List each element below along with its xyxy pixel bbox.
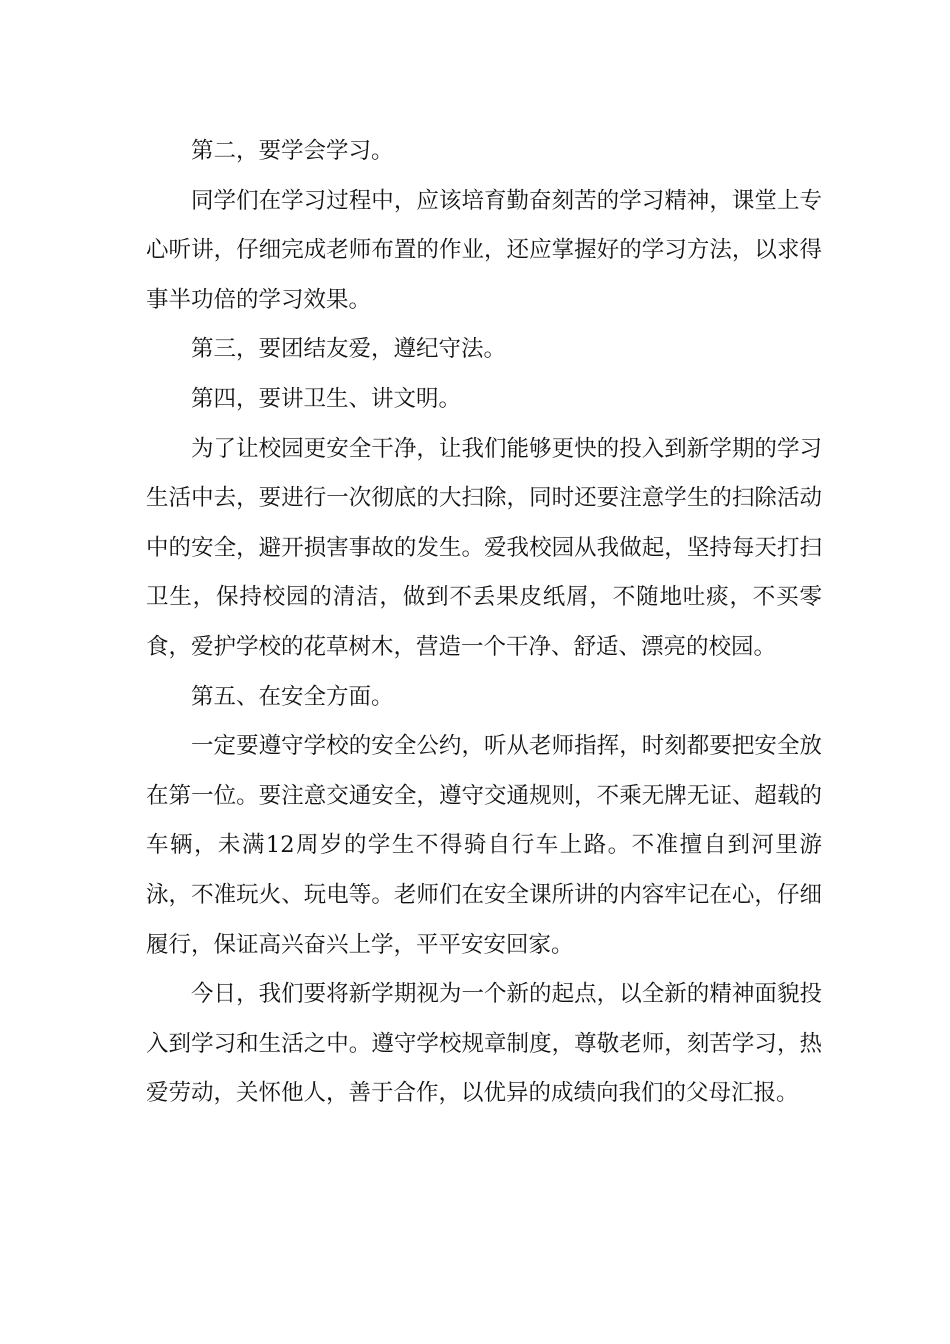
paragraph-heading-2: 第二，要学会学习。 [191,138,394,164]
paragraph-safety: 一定要遵守学校的安全公约，听从老师指挥，时刻都要把安全放在第一位。要注意交通安全，遵守交通规则，不乘无牌无证、超载的车辆，未满12周岁的学生不得骑自行车上路。不准擅自到河里游泳，不准玩火、玩电等。老师们在安全课所讲的内容牢记在心，仔细履行，保证高兴奋兴上学，平平安安回家。 [146,733,822,958]
paragraph-hygiene: 为了让校园更安全干净，让我们能够更快的投入到新学期的学习生活中去，要进行一次彻底的大扫除，同时还要注意学生的扫除活动中的安全，避开损害事故的发生。爱我校园从我做起，坚持每天打扫卫生，保持校园的清洁，做到不丢果皮纸屑，不随地吐痰，不买零食，爱护学校的花草树木，营造一个干净、舒适、漂亮的校园。 [146,435,822,660]
paragraph-heading-3: 第三，要团结友爱，遵纪守法。 [191,336,507,363]
paragraph-study: 同学们在学习过程中，应该培育勤奋刻苦的学习精神，课堂上专心听讲，仔细完成老师布置的作业，还应掌握好的学习方法，以求得事半功倍的学习效果。 [146,187,822,313]
paragraph-heading-4: 第四，要讲卫生、讲文明。 [191,385,462,412]
paragraph-conclusion: 今日，我们要将新学期视为一个新的起点，以全新的精神面貌投入到学习和生活之中。遵守学校规章制度，尊敬老师，刻苦学习，热爱劳动，关怀他人，善于合作，以优异的成绩向我们的父母汇报。 [146,981,822,1107]
paragraph-heading-5: 第五、在安全方面。 [191,683,394,710]
document-body [146,127,822,1119]
